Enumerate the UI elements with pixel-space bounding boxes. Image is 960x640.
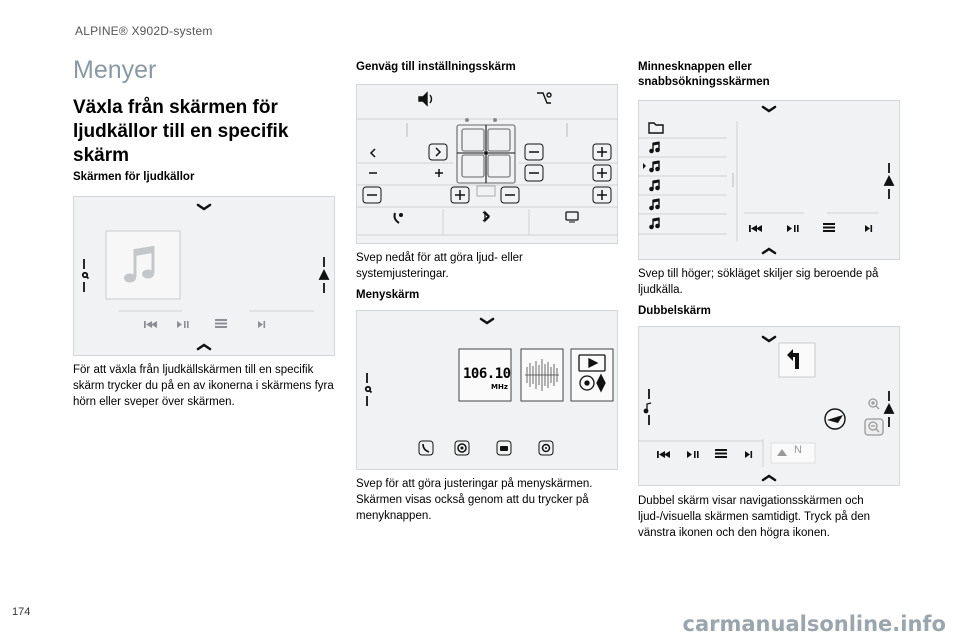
section-title: Menyer — [73, 56, 157, 84]
memory-search-screen — [638, 100, 900, 260]
seat-balance-diagram — [457, 125, 515, 183]
plus-button-2 — [593, 165, 611, 181]
audio-source-screen — [73, 196, 335, 356]
selection-marker — [643, 163, 646, 169]
dual-screen-description: Dubbel skärm visar navigationsskärmen och ljud-/visuella skärmen samtidigt. Tryck på den vänstra ikonen och den högra ikonen. — [638, 495, 871, 539]
navigation-icon — [455, 441, 469, 455]
plus-button-1 — [593, 144, 611, 160]
subheading-audio-screen: Skärmen för ljudkällor — [73, 171, 195, 183]
music-note-icon — [650, 199, 660, 210]
zoom-out-icon — [865, 419, 883, 435]
swipe-down-chevron — [481, 319, 493, 323]
music-note-icon — [650, 218, 660, 229]
search-icon-left — [83, 259, 89, 292]
swipe-up-chevron — [763, 476, 775, 480]
left-arrow-icon — [371, 149, 375, 157]
previous-track-icon — [144, 321, 157, 328]
playback-controls — [144, 319, 265, 328]
audio-screen-description: För att växla från ljudkällskärmen till en specifik skärm trycker du på en av ikonerna i skärmens fyra hörn eller sveper över skärmen. — [73, 364, 334, 408]
track-list — [639, 142, 727, 234]
sound-settings-icon — [537, 93, 551, 103]
play-pause-icon — [177, 321, 189, 328]
scan-icon — [823, 223, 835, 232]
minus-button-1 — [525, 144, 543, 160]
scan-icon — [215, 319, 227, 328]
playback-controls — [657, 449, 752, 458]
multimedia-tile — [571, 349, 613, 401]
swipe-up-chevron — [198, 345, 210, 349]
album-art — [106, 231, 180, 299]
page-number: 174 — [12, 606, 31, 618]
compass-direction: N — [794, 444, 802, 456]
previous-track-icon — [749, 225, 762, 232]
previous-track-icon — [657, 451, 670, 458]
subheading-settings-shortcut: Genväg till inställningsskärm — [356, 61, 516, 73]
subheading-memory-screen: Minnesknappen eller snabbsökningsskärmen — [638, 61, 770, 88]
section-heading: Växla från skärmen för ljudkällor till en specifik skärm — [73, 97, 289, 166]
watermark: carmanualsonline.info — [682, 612, 946, 636]
volume-icon — [419, 93, 432, 105]
phone-settings-icon — [395, 213, 404, 223]
next-track-icon — [258, 321, 265, 328]
folder-icon — [649, 123, 663, 133]
swipe-down-chevron — [198, 205, 210, 209]
running-header: ALPINE® X902D-system — [75, 24, 213, 38]
radio-frequency: 106.10 — [463, 366, 511, 382]
menu-screen-description: Svep för att göra justeringar på menyskärmen. Skärmen visas också genom att du trycker på menyknappen. — [356, 478, 593, 522]
music-note-icon — [650, 161, 660, 172]
subheading-dual-screen: Dubbelskärm — [638, 305, 711, 317]
phone-icon — [419, 441, 433, 455]
up-arrow-icon-right — [885, 163, 893, 199]
search-icon-left — [366, 373, 372, 406]
settings-shortcut-description: Svep nedåt för att göra ljud- eller systemjusteringar. — [356, 252, 523, 280]
right-arrow-button — [429, 144, 447, 160]
plus-button-3 — [451, 187, 469, 203]
playback-controls — [749, 223, 872, 232]
dual-screen — [638, 326, 900, 486]
zoom-in-icon — [869, 399, 879, 409]
radio-frequency-unit: MHz — [491, 383, 508, 391]
swipe-down-chevron — [763, 107, 775, 111]
music-note-icon — [650, 180, 660, 191]
music-note-icon-left — [645, 389, 652, 425]
scan-icon — [715, 449, 727, 458]
play-pause-icon — [787, 225, 799, 232]
minus-button-3 — [363, 187, 381, 203]
plus-label-icon — [435, 169, 443, 177]
settings-shortcut-screen — [356, 84, 618, 244]
subheading-menu-screen: Menyskärm — [356, 289, 420, 301]
memory-screen-description: Svep till höger; sökläget skiljer sig beroende på ljudkälla. — [638, 268, 879, 296]
plus-button-4 — [593, 187, 611, 203]
minus-button-2 — [525, 165, 543, 181]
up-arrow-icon-right — [320, 257, 328, 293]
compass-tile — [771, 443, 815, 463]
vehicle-icon — [497, 441, 511, 455]
minus-button-4 — [501, 187, 519, 203]
music-note-icon — [650, 142, 660, 153]
settings-gear-icon — [539, 441, 553, 455]
menu-screen — [356, 310, 618, 470]
play-pause-icon — [687, 451, 699, 458]
up-arrow-icon-right — [885, 391, 893, 427]
next-track-icon — [745, 451, 752, 458]
display-settings-icon — [566, 212, 578, 222]
swipe-down-chevron — [763, 337, 775, 341]
bluetooth-icon — [483, 212, 489, 221]
vehicle-position-icon — [825, 409, 845, 429]
next-track-icon — [865, 225, 872, 232]
swipe-up-chevron — [763, 249, 775, 253]
